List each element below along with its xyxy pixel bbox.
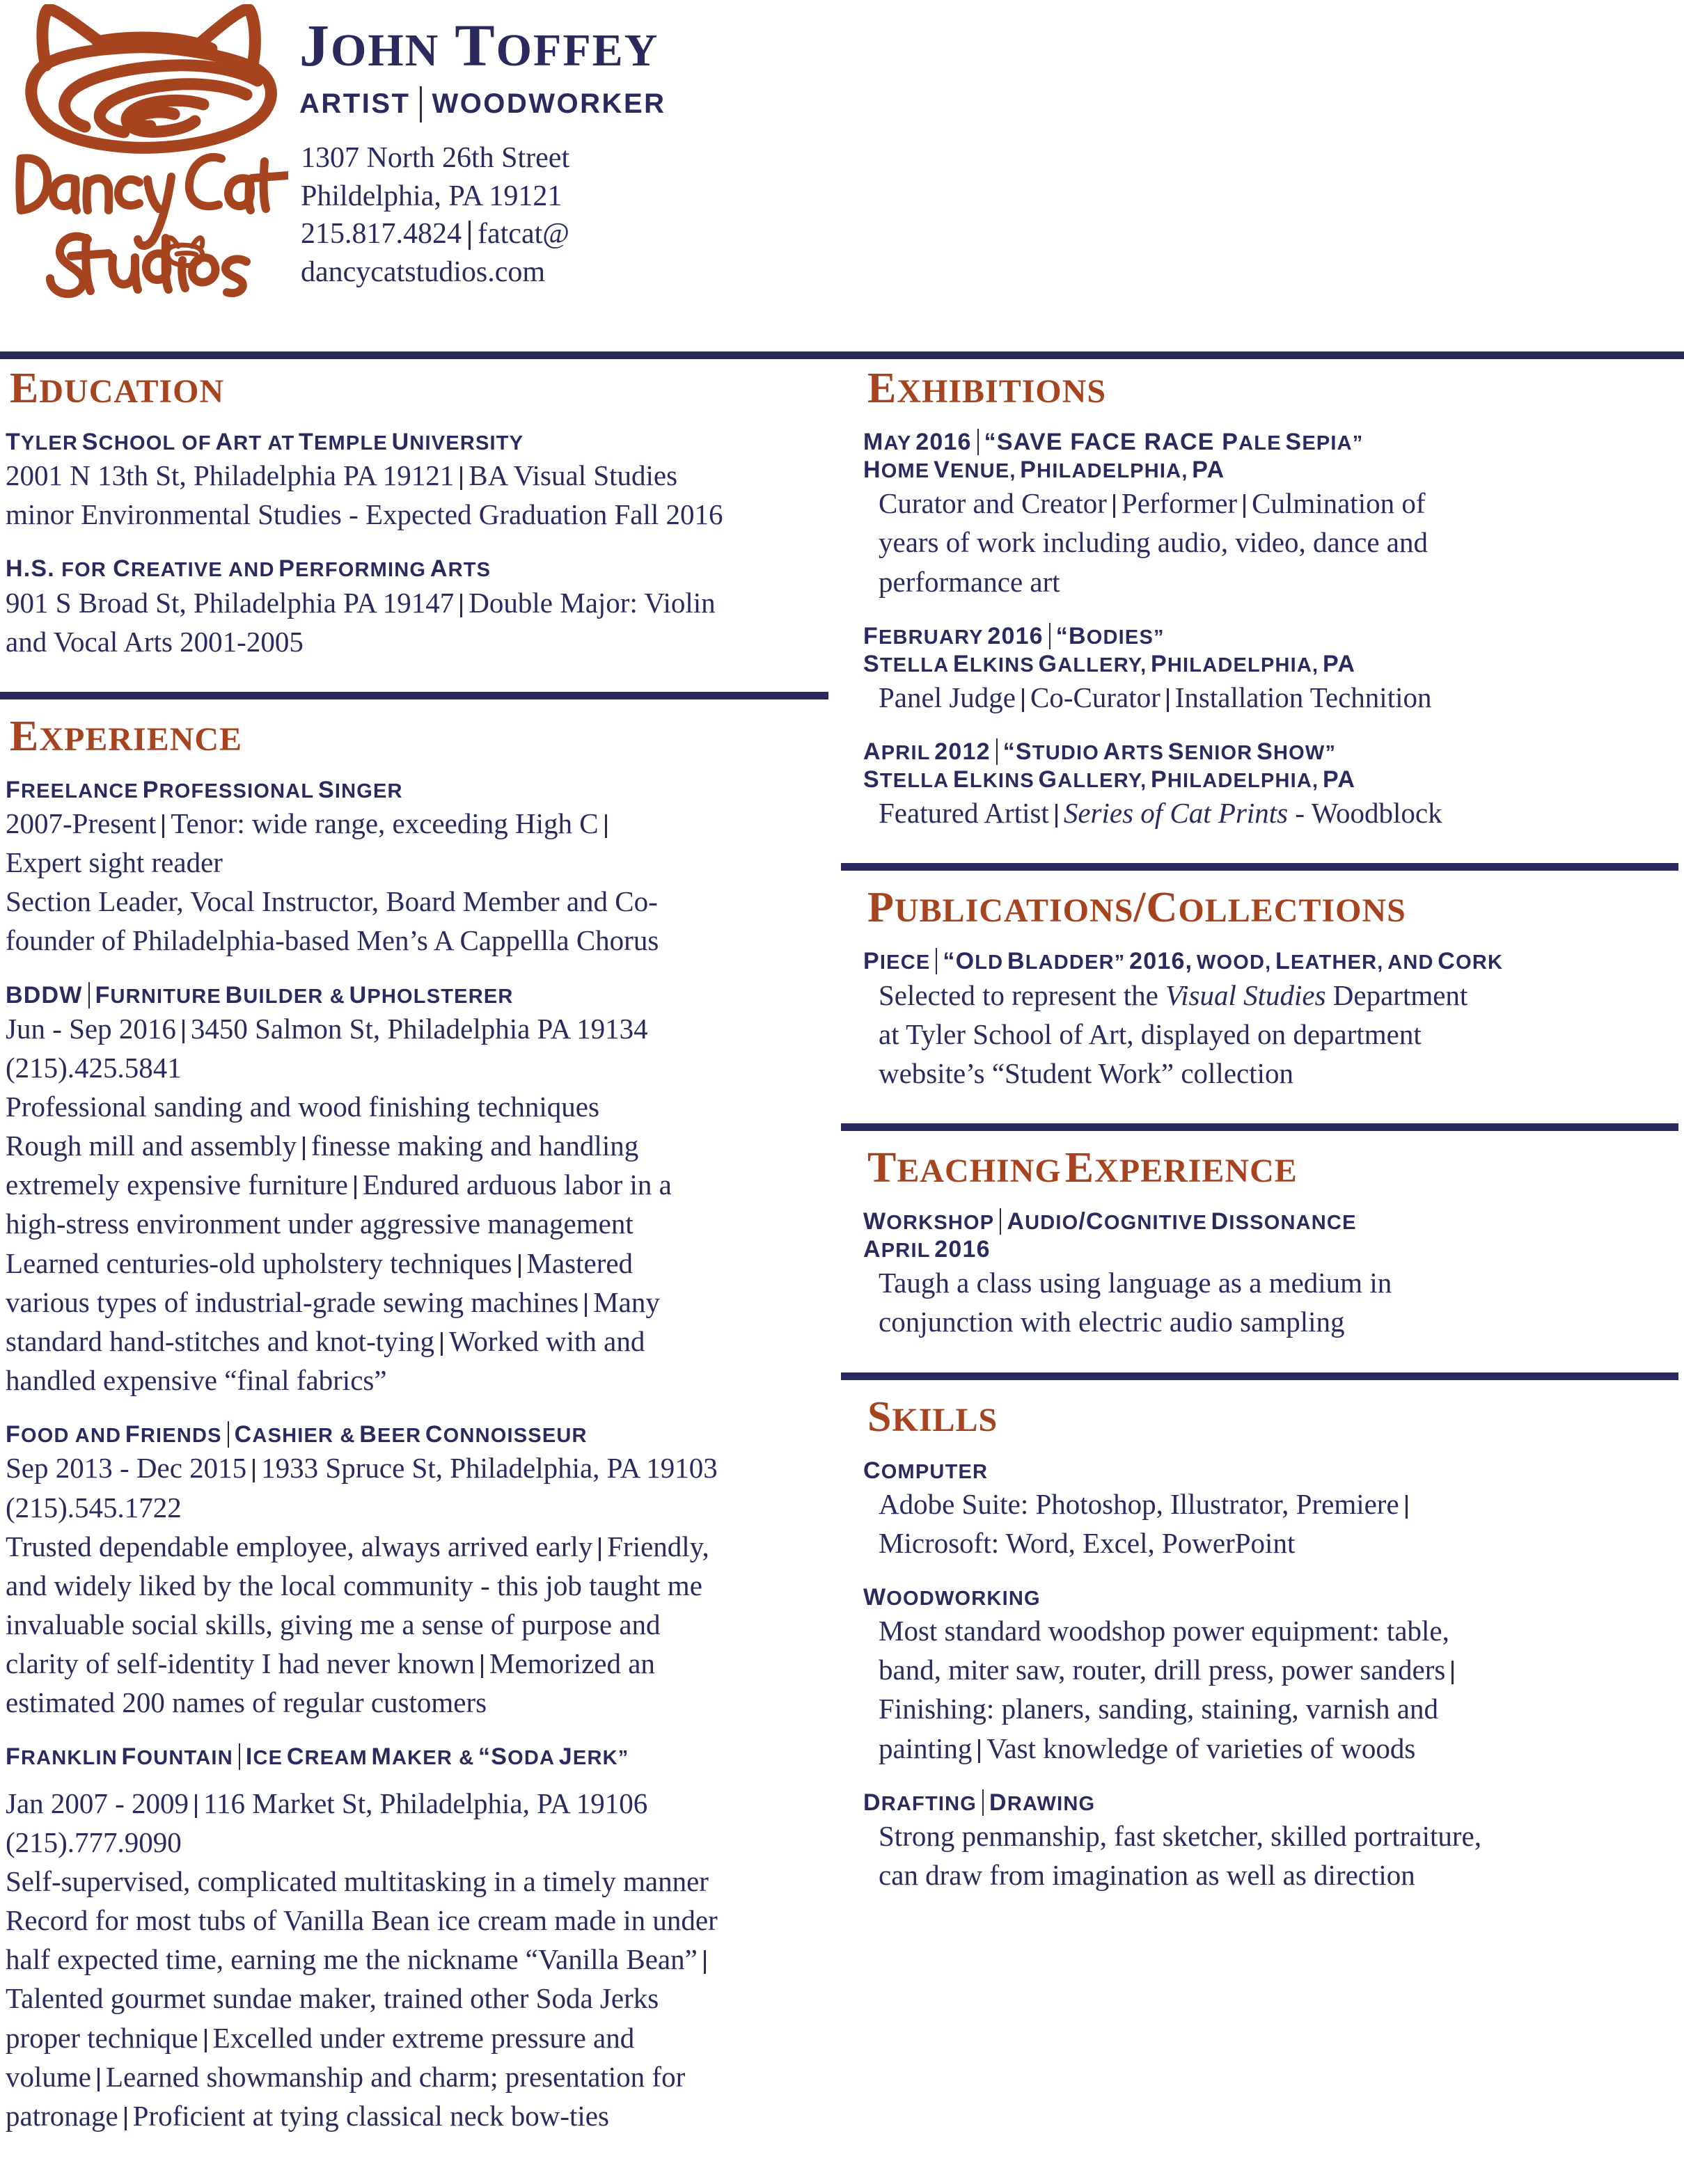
page-title [299, 12, 666, 79]
brand-logo [10, 4, 288, 310]
divider-bar-icon [585, 1293, 587, 1317]
divider-bar-icon [441, 1332, 443, 1356]
teaching-title: WORKSHOP AUDIO/COGNITIVE DISSONANCE [863, 1208, 1357, 1235]
divider-bar-icon [481, 1654, 483, 1678]
experience-entry-line: Jun - Sep 2016 3450 Salmon St, Philadelphia PA 19134 [6, 1012, 648, 1045]
experience-entry-line: and widely liked by the local community - this job taught me [6, 1569, 702, 1601]
experience-entry-line: (215).545.1722 [6, 1491, 182, 1524]
experience-entry-line: estimated 200 names of regular customers [6, 1686, 487, 1719]
name-first-rest: OHN [331, 25, 440, 76]
teaching-detail-line: Taugh a class using language as a medium in [879, 1267, 1392, 1299]
skill-line: can draw from imagination as well as direction [879, 1858, 1415, 1891]
experience-entry-line: 2007-Present Tenor: wide range, exceeding High C [6, 804, 832, 843]
divider-bar-icon [519, 1254, 521, 1278]
section-heading-teaching: TEACHING EXPERIENCE [867, 1144, 1298, 1192]
skill-line: Strong penmanship, fast sketcher, skilled portraiture, [879, 1819, 1481, 1852]
skill-group-label: WOODWORKING [863, 1583, 1041, 1611]
experience-entry-line: patronage Proficient at tying classical neck bow-ties [6, 2099, 609, 2132]
teaching-entry [863, 1208, 1680, 1342]
section-heading-experience: EXPERIENCE [10, 712, 243, 760]
teaching-date: APRIL 2016 [863, 1236, 991, 1263]
skill-line: Finishing: planers, sanding, staining, varnish and [879, 1693, 1438, 1725]
divider-bar-icon [1243, 494, 1245, 518]
experience-entry-line: Talented gourmet sundae maker, trained other Soda Jerks [6, 1982, 659, 2015]
website-line: dancycatstudios.com [301, 255, 546, 288]
divider-bar-icon [936, 948, 937, 974]
experience-entry-singer [6, 776, 832, 960]
experience-entry-line: founder of Philadelphia-based Men’s A Cappellla Chorus [6, 924, 659, 957]
divider-bar-icon [239, 1743, 240, 1770]
experience-entry-line: Rough mill and assembly finesse making and handling [6, 1130, 639, 1162]
publication-entry [863, 947, 1680, 1093]
teaching-detail-line: conjunction with electric audio sampling [879, 1306, 1345, 1338]
experience-entry-line: extremely expensive furniture Endured arduous labor in a [6, 1169, 672, 1201]
experience-divider [0, 692, 828, 699]
experience-entry-line: proper technique Excelled under extreme pressure and [6, 2021, 635, 2054]
name-and-role [299, 12, 666, 122]
exhibition-entry-senior-show [863, 738, 1680, 832]
divider-bar-icon [978, 1739, 980, 1763]
experience-entry-title: FOOD AND FRIENDS CASHIER & BEER CONNOISSEUR [6, 1421, 588, 1448]
experience-entry-title: FREELANCE PROFESSIONAL SINGER [6, 776, 403, 803]
exhibition-entry-save-face [863, 428, 1680, 601]
spacer [841, 1363, 1680, 1372]
name-last-rest: OFFEY [496, 25, 659, 76]
dancy-cat-studios-wordmark [10, 141, 288, 308]
exhibition-detail-line [879, 793, 1680, 832]
divider-bar-icon [97, 2068, 100, 2091]
exhibition-date-and-name: FEBRUARY 2016 “BODIES” [863, 622, 1165, 649]
skill-line: painting Vast knowledge of varieties of woods [879, 1732, 1416, 1764]
education-entry-line: and Vocal Arts 2001-2005 [6, 625, 304, 658]
exhibition-detail-line: years of work including audio, video, dance and [879, 526, 1429, 559]
experience-entry-line: half expected time, earning me the nickname “Vanilla Bean” [6, 1940, 832, 1979]
divider-bar-icon [182, 1020, 184, 1043]
spacer [841, 853, 1680, 863]
phone-email-line [301, 215, 569, 253]
experience-entry-line: high-stress environment under aggressive management [6, 1208, 634, 1240]
education-entry [6, 428, 832, 534]
divider-bar-icon [303, 1137, 305, 1160]
left-column [0, 351, 832, 2156]
education-entry-title: H.S. FOR CREATIVE AND PERFORMING ARTS [6, 555, 491, 583]
divider-bar-icon [996, 738, 998, 765]
name-last-cap: T [455, 12, 496, 79]
experience-entry-line: Record for most tubs of Vanilla Bean ice cream made in under [6, 1904, 718, 1937]
education-entry [6, 555, 832, 660]
section-heading-education: EDUCATION [10, 365, 225, 412]
divider-bar-icon [704, 1950, 706, 1974]
experience-entry-bddw [6, 981, 832, 1400]
divider-bar-icon [1055, 804, 1057, 828]
publication-text-post: Department [1325, 979, 1468, 1011]
email-prefix: fatcat@ [478, 218, 569, 251]
spacer [841, 1114, 1680, 1123]
divider-bar-icon [195, 1794, 197, 1818]
experience-entry-line: standard hand-stitches and knot-tying Worked with and [6, 1324, 645, 1357]
experience-entry-line: invaluable social skills, giving me a sense of purpose and [6, 1608, 661, 1640]
education-entry-line: minor Environmental Studies - Expected Graduation Fall 2016 [6, 498, 723, 531]
skill-group-computer [863, 1457, 1680, 1562]
divider-bar-icon [1167, 688, 1169, 712]
exhibition-entry-bodies [863, 622, 1680, 717]
skill-group-label: COMPUTER [863, 1457, 989, 1484]
exhibition-detail-line: performance art [879, 565, 1060, 598]
divider-bar-icon [982, 1789, 984, 1816]
divider-bar-icon [1451, 1661, 1454, 1684]
contact-block [301, 139, 569, 291]
exhibition-date-and-name: MAY 2016 “SAVE FACE RACE PALE SEPIA” [863, 429, 1364, 455]
divider-bar-icon [420, 86, 422, 122]
role-woodworker: WOODWORKER [432, 88, 666, 119]
divider-bar-icon [1406, 1495, 1408, 1519]
teaching-divider [841, 1123, 1678, 1131]
address-line-1: 1307 North 26th Street [301, 142, 570, 174]
divider-bar-icon [1022, 688, 1024, 712]
divider-bar-icon [605, 814, 607, 838]
address-line-2: Phildelphia, PA 19121 [301, 180, 562, 212]
experience-entry-line: Professional sanding and wood finishing techniques [6, 1091, 599, 1123]
exhibition-medium: - Woodblock [1288, 797, 1442, 830]
publication-title: PIECE “OLD BLADDER” 2016, WOOD, LEATHER, AND CORK [863, 948, 1504, 975]
publication-detail-line: website’s “Student Work” collection [879, 1057, 1294, 1089]
exhibition-date-and-name: APRIL 2012 “STUDIO ARTS SENIOR SHOW” [863, 738, 1337, 766]
experience-entry-line: Jan 2007 - 2009 116 Market St, Philadelphia, PA 19106 [6, 1787, 648, 1819]
experience-entry-line: Trusted dependable employee, always arrived early Friendly, [6, 1530, 709, 1562]
divider-bar-icon [253, 1459, 255, 1482]
experience-entry-line: (215).777.9090 [6, 1826, 182, 1858]
role-artist: ARTIST [299, 88, 411, 119]
exhibition-venue: HOME VENUE, PHILADELPHIA, PA [863, 457, 1225, 484]
experience-entry-line: (215).425.5841 [6, 1051, 182, 1084]
divider-bar-icon [228, 1421, 229, 1448]
experience-entry-line: volume Learned showmanship and charm; presentation for [6, 2060, 686, 2093]
education-entry-line: 901 S Broad St, Philadelphia PA 19147 Double Major: Violin [6, 586, 716, 619]
experience-entry-line: Section Leader, Vocal Instructor, Board Member and Co- [6, 885, 658, 918]
section-heading-exhibitions: EXHIBITIONS [867, 365, 1107, 412]
skill-line: Microsoft: Word, Excel, PowerPoint [879, 1526, 1296, 1559]
divider-bar-icon [460, 466, 462, 490]
section-heading-publications: PUBLICATIONS/COLLECTIONS [867, 884, 1406, 932]
divider-bar-icon [205, 2029, 207, 2052]
skill-group-woodworking [863, 1583, 1680, 1768]
experience-entry-line: Self-supervised, complicated multitasking in a timely manner [6, 1865, 709, 1897]
divider-bar-icon [354, 1176, 356, 1199]
experience-entry-title: FRANKLIN FOUNTAIN ICE CREAM MAKER & “SODA JERK” [6, 1743, 629, 1771]
education-entry-line: 2001 N 13th St, Philadelphia PA 19121 BA Visual Studies [6, 459, 678, 492]
experience-entry-food-and-friends [6, 1421, 832, 1722]
experience-entry-title: BDDW FURNITURE BUILDER & UPHOLSTERER [6, 981, 514, 1008]
experience-entry-line: Learned centuries-old upholstery techniques Mastered [6, 1247, 634, 1279]
divider-bar-icon [469, 221, 471, 250]
divider-bar-icon [1000, 1208, 1001, 1235]
divider-bar-icon [88, 982, 90, 1008]
publication-detail-line: at Tyler School of Art, displayed on department [879, 1018, 1422, 1050]
role-subtitle [299, 86, 666, 122]
divider-bar-icon [460, 594, 462, 617]
skill-group-drafting-drawing [863, 1789, 1680, 1894]
divider-bar-icon [125, 2107, 127, 2130]
name-first-cap: J [299, 12, 331, 79]
divider-bar-icon [599, 1537, 601, 1561]
skills-divider [841, 1372, 1678, 1380]
resume-header [0, 0, 1684, 327]
section-heading-skills: SKILLS [867, 1393, 998, 1441]
experience-entry-line: Sep 2013 - Dec 2015 1933 Spruce St, Philadelphia, PA 19103 [6, 1452, 718, 1485]
publications-divider [841, 863, 1678, 871]
exhibition-venue: STELLA ELKINS GALLERY, PHILADELPHIA, PA [863, 650, 1356, 677]
divider-bar-icon [162, 814, 164, 838]
experience-entry-line: handled expensive “final fabrics” [6, 1364, 387, 1397]
right-column [841, 351, 1680, 1915]
experience-entry-line: clarity of self-identity I had never known Memorized an [6, 1647, 655, 1680]
exhibition-work-title: Series of Cat Prints [1063, 797, 1289, 830]
publication-text-pre: Selected to represent the [879, 979, 1166, 1011]
experience-entry-line: various types of industrial-grade sewing machines Many [6, 1285, 660, 1318]
phone-number: 215.817.4824 [301, 218, 462, 251]
publication-detail-line [879, 976, 1680, 1015]
experience-entry-line: Expert sight reader [6, 846, 223, 879]
skill-line: band, miter saw, router, drill press, power sanders [879, 1650, 1680, 1689]
divider-bar-icon [1113, 494, 1115, 518]
exhibition-detail-line: Curator and Creator Performer Culmination of [879, 487, 1426, 520]
education-entry-title: TYLER SCHOOL OF ART AT TEMPLE UNIVERSITY [6, 429, 524, 455]
exhibition-role: Featured Artist [879, 797, 1049, 830]
divider-bar-icon [977, 429, 979, 455]
experience-entry-franklin-fountain [6, 1743, 832, 2135]
publication-department-italic: Visual Studies [1165, 979, 1326, 1011]
exhibition-venue: STELLA ELKINS GALLERY, PHILADELPHIA, PA [863, 766, 1356, 793]
skill-line: Adobe Suite: Photoshop, Illustrator, Premiere [879, 1485, 1680, 1524]
skill-line: Most standard woodshop power equipment: table, [879, 1615, 1449, 1647]
exhibition-detail-line: Panel Judge Co-Curator Installation Technition [879, 681, 1432, 713]
skill-group-label: DRAFTING DRAWING [863, 1789, 1096, 1816]
divider-bar-icon [1049, 623, 1050, 649]
spacer [0, 682, 832, 692]
